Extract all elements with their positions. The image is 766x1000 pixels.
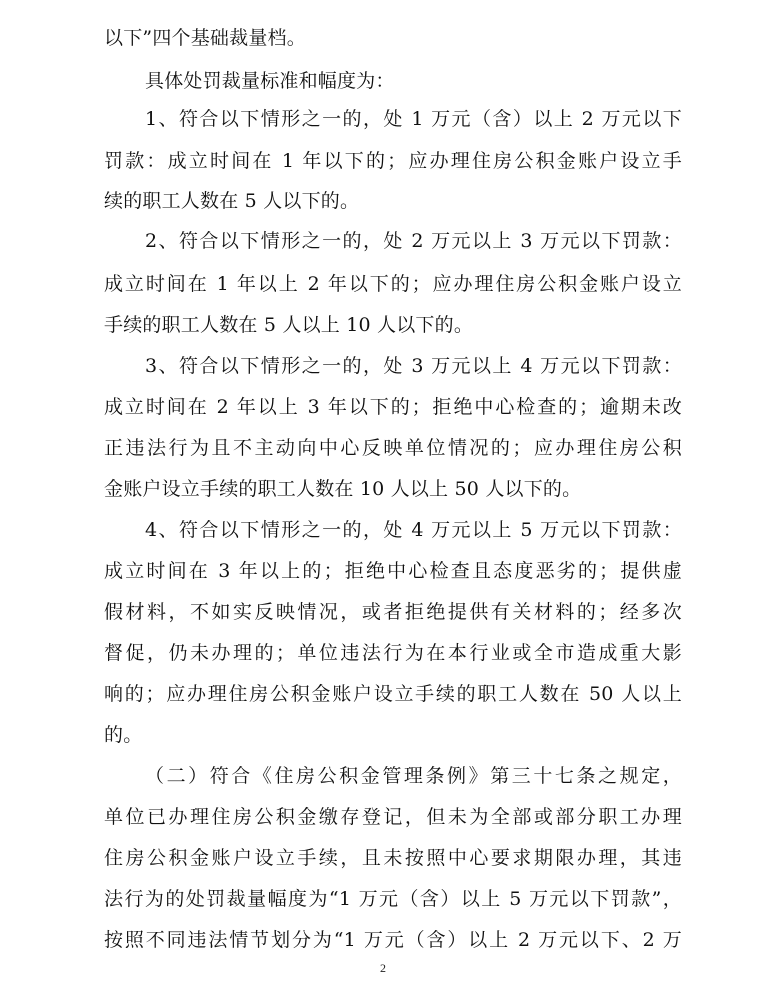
text-line: 以下”四个基础裁量档。: [104, 27, 306, 49]
text-line: 手续的职工人数在 5 人以上 10 人以下的。: [104, 314, 474, 336]
text-line: 法行为的处罚裁量幅度为“1 万元（含）以上 5 万元以下罚款”，: [104, 888, 682, 910]
text-line: 假材料，不如实反映情况，或者拒绝提供有关材料的；经多次: [104, 601, 682, 623]
text-line: 的。: [104, 724, 143, 746]
text-line: 4、符合以下情形之一的，处 4 万元以上 5 万元以下罚款：: [145, 519, 682, 541]
text-line: 续的职工人数在 5 人以下的。: [104, 190, 360, 212]
text-line: 单位已办理住房公积金缴存登记，但未为全部或部分职工办理: [104, 806, 682, 828]
text-line: 具体处罚裁量标准和幅度为：: [145, 70, 395, 92]
text-line: 成立时间在 3 年以上的；拒绝中心检查且态度恶劣的；提供虚: [104, 560, 682, 582]
text-line: 金账户设立手续的职工人数在 10 人以上 50 人以下的。: [104, 478, 582, 500]
text-line: 督促，仍未办理的；单位违法行为在本行业或全市造成重大影: [104, 642, 682, 664]
text-line: 成立时间在 1 年以上 2 年以下的；应办理住房公积金账户设立: [104, 273, 682, 295]
text-line: 成立时间在 2 年以上 3 年以下的；拒绝中心检查的；逾期未改: [104, 396, 682, 418]
text-line: （二）符合《住房公积金管理条例》第三十七条之规定，: [145, 765, 682, 787]
text-line: 住房公积金账户设立手续，且未按照中心要求期限办理，其违: [104, 847, 682, 869]
text-line: 罚款：成立时间在 1 年以下的；应办理住房公积金账户设立手: [104, 150, 682, 172]
text-line: 3、符合以下情形之一的，处 3 万元以上 4 万元以下罚款：: [145, 355, 682, 377]
text-line: 1、符合以下情形之一的，处 1 万元（含）以上 2 万元以下: [145, 108, 682, 130]
text-line: 正违法行为且不主动向中心反映单位情况的；应办理住房公积: [104, 437, 682, 459]
text-line: 按照不同违法情节划分为“1 万元（含）以上 2 万元以下、2 万: [104, 929, 682, 951]
text-line: 响的；应办理住房公积金账户设立手续的职工人数在 50 人以上: [104, 683, 682, 705]
text-line: 2、符合以下情形之一的，处 2 万元以上 3 万元以下罚款：: [145, 230, 682, 252]
page-number: 2: [380, 961, 386, 975]
